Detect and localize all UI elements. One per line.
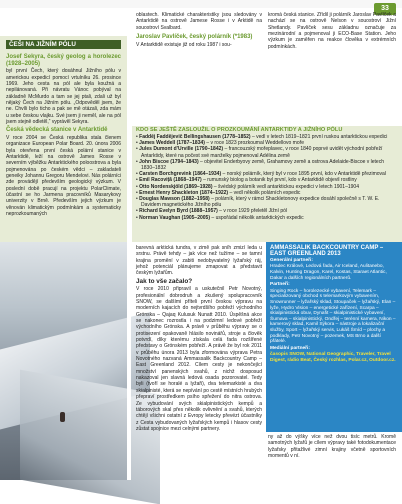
explorer-desc: – objevitel Enderbyovy země, Grahamovy země a ostrova Adelaide-Biscoe v letech 1830–1832	[141, 158, 384, 172]
bullet-icon: •	[136, 146, 140, 153]
bullet-icon: •	[136, 177, 140, 184]
middle-text-2: V Antarktidě existuje již od roku 1987 i sou-	[136, 41, 232, 48]
bottom-right-column	[268, 434, 396, 460]
explorer-desc: – polárník, který v rámci Shackletonovy expedice dosáhl společně s T. W. E. Davidem magnetického Jižního pólu	[141, 196, 380, 209]
explorer-desc: – vedl několik polárních expedic	[228, 189, 301, 196]
bottom-right-text: ny až do výšky více než dvou tisíc metrů. Kromě samotných lyžařů je cílem výpravy také fotodokumentace lyžařsky přitažlivé zimní krajiny včetně sportovních momentů v ní.	[268, 434, 396, 460]
bottom-subheading: Jak to vše začalo?	[136, 277, 193, 285]
page-number: 33	[374, 3, 396, 15]
explorer-item	[136, 215, 398, 221]
partners-label: Partneři:	[270, 282, 290, 288]
sidebar-text-sekyra: byl první Čech, který dosáhnul Jižního pólu v americkou expedicí pomocí vrtulníku 26. prosince 1969. Jeho cesta na pól ale byla koužná a nepilánovaná. Při návratu Vánoc pobýval na základně McMurdo a tam se jej ptali, zdali už byl nějaký Čech na Jižním pólu. „Odpověděl jsem, že ne. Chvíli bylo ticho a pak se mě otázali, zda mám u sebe českou vlajku. Své jsem ji neměl, ale na pól jsem stejně odletěl,“ vyprávěl Sekyra.	[6, 68, 121, 125]
explorer-desc: – francouzský mořeplavec, v roce 1840 poprvé uvidět východní pobřeží Antarktidy, které na počest své manželky pojmenoval Adélina země	[141, 146, 383, 159]
right-column	[268, 12, 396, 51]
photo-person	[60, 412, 65, 422]
explorer-desc: – v roce 1929 přeletěl Jižní pól	[217, 208, 288, 215]
bullet-icon: •	[136, 158, 140, 165]
photo-credit: foto: archiv	[2, 491, 12, 504]
explorer-desc: – norský polárník, který byl v roce 1895 první, kdo v Antarktidě přezimoval	[221, 171, 386, 178]
gutter	[127, 242, 131, 480]
bullet-icon: •	[136, 171, 140, 178]
sidebar-heading: ČEŠI NA JIŽNÍM PÓLU	[6, 40, 121, 49]
mountain-photo	[0, 242, 127, 504]
media-partners-text: časopis SNOW, National Geographic, Traveler, Travel Digest, rádio Beat, Český rozhlas, Polar.cz, Outdoor.cz.	[270, 352, 396, 363]
explorer-name: Fadděj Faddějevič Bellingshausen (1778–1852)	[139, 134, 251, 140]
bottom-text-2: V roce 2010 připravil a uskutečnil Petr Novotný, profesionální dobrodruh a zkušený spolupracovník SNOW, se dalšími příteli první českou výpravu na moderních kajacích do nejtvrdšího pobřeží východního Grónska – Qajaq Kulusuk Nunatt 2010. Úspěšná akce se nakonec rozrostla i na podzimní ledové pobřeží východního Grónska. A právě v průběhu výpravy se o protisezení opakovaně hlásilo novinářů, stroje a člověk potvrdí, díky kterému získala celá řada rozšířené představy o Grónském pobřeží. A právě že byl rok 2011 v průběhu února 2013 byla zformována výprava Petra Novotného nazvaná Ammassalik Backcountry Camp – East Greenland 2012. Cílem cesty je nekončející množství panenských svahů, z nichž dosposud nakazoval jen slavná ledová osada pozorovatel. Tedy byli (tvoří se horalé a lyžaři), dva telemarkisté a dva skialpinisté, která se nepívání po cestě místních hrubých přepraví prostředkem psího spřežení do nitra ostrova. Ze vybudování svých skialpinistických kempů a táborových skal přes několik ovlivnění a svahů, kterých chtějí všichni ostatní z Evropy letecky převézt účastníky z Cesta vybudovaných lyžařských kempů i hlasov cesty zůstat spojnice mezi celnými partnery.	[136, 286, 262, 432]
right-text: kromá česká stanice. Zřídil ji polárník Jaroslav Pavlíček a nachází se na ostrově Nelson v souostroví Jižní Shetlandy. Pavlíček sesu základnu označuje za mezinárodní a pojmenoval ji ECO-Base Station. Jeho výzkum je zaměřen na reakce člověka v extrémních podmínkách.	[268, 12, 396, 50]
bullet-icon: •	[136, 214, 140, 221]
bullet-icon: •	[136, 189, 140, 196]
sidebar-text-station: V roce 2004 se Česká republika stala členem organizace European Polar Board. 20. února 2006 byla otevřena první česká polární stanice v Antarktidě, leží na ostrově James Rosse v severním výběžku Antarktického poloostrova a byla pojmenována po českém vědci – zakladateli geneiky Johannu Gregoru Mendelovi. Nás polárníci zde provádějí především geologický výzkum. V poslední době pracují na projektu PolarClimate, účastní se ho Jarmena pracovníků Masarykovy univerzity v Brně. Především jejich výzkum je věnován klimatickým podmínkám a systematicky neprozkoumaných	[6, 134, 121, 217]
explorer-name: Emil Racoviță (1868–1947)	[139, 177, 202, 184]
explorers-box-title: KDO SE JEŠTĚ ZASLOUŽIL O PROZKOUMÁNÍ ANTARKTIDY A JIŽNÍHO PÓLU	[136, 127, 343, 133]
sidebar-subheading-sekyra: Josef Sekyra, český geolog a horolezec (1928–2005)	[6, 54, 121, 67]
explorer-name: Otto Nordenskjöld (1869–1928)	[139, 183, 213, 190]
explorer-desc: – vedl v letech 1819–1821 první ruskou antarktickou expedici	[250, 134, 388, 140]
middle-subheading-pavlicek: Jaroslav Pavlíček, český polárník (*1983)	[136, 34, 253, 41]
explorer-name: Carsten Borchgrevink (1864–1934)	[139, 171, 222, 178]
middle-text: oblastech. Klimatické charakteristiky jsou sledovány v Antarktidě na ostrově Jamese Rosse i v Arktidě na souostroví Svalbard.	[136, 12, 262, 31]
bullet-icon: •	[136, 140, 140, 147]
explorer-name: Jules Dumont d’Urville (1790–1842)	[139, 146, 224, 153]
middle-column	[136, 12, 262, 49]
bullet-icon: •	[136, 196, 140, 203]
explorer-item	[136, 159, 398, 171]
media-partners-label: Mediální partneři:	[270, 345, 310, 351]
explorer-name: John Biscoe (1794–1843)	[139, 158, 199, 165]
general-partners-text: Hradec Králové, Ledová řada, Air Iceland, Aulitanebo, Kalvin, Hunting Dragon, Karel, Kostas, Staraet Atlantic, Dakar a dalších regionálních partnerů.	[270, 264, 387, 281]
explorer-name: James Weddell (1787–1834)	[139, 140, 205, 147]
bullet-icon: •	[136, 134, 140, 140]
general-partners-label: Generální partneři:	[270, 257, 313, 263]
explorer-desc: – rumunský biolog a botanik byl první, kdo v Antarktidě objevil rostliny	[201, 177, 357, 184]
explorer-name: Ernest Henry Shackleton (1874–1922)	[139, 189, 229, 196]
explorer-desc: – v roce 1823 prozkoumal Weddellovo moře	[204, 140, 305, 147]
bullet-icon: •	[136, 208, 140, 215]
expedition-box-title: AMMASSALIK BACKCOUNTRY CAMP – EAST GREENLAND 2013	[270, 245, 384, 258]
explorer-name: Richard Evelyn Byrd (1888–1957)	[139, 208, 218, 215]
explorer-name: Norman Vaughan (1905–2005)	[139, 214, 211, 221]
explorer-name: Douglas Mawson (1882–1958)	[139, 196, 210, 203]
top-band	[0, 0, 402, 8]
bullet-icon: •	[136, 183, 140, 190]
sidebar-column	[6, 52, 121, 218]
explorer-item	[136, 196, 398, 208]
explorer-item	[136, 146, 398, 158]
explorers-list	[136, 134, 398, 221]
sidebar-subheading-station: Česká vědecká stanice v Antarktidě	[6, 127, 108, 134]
expedition-box-content	[270, 245, 398, 365]
bottom-text: barevná arktická tundra, v zimě pak sníh zmizí leda u srstnu. Právě tehdy – jak více než tužíme – se tamní krajina promění v zabiti nedobyvatelný lyžařský ráj, jehož potenciál plánujeme zmapovat a představit českým lyžařům.	[136, 245, 262, 277]
explorer-desc: – uspořádal několik antarktických expedic	[210, 214, 304, 221]
partners-text: Singing Rock – horolezecké vybavení, Telemark – specializovaný obchod s telemarkovým vybavením, Snowrunner – lyžařský sklad, Stoupaček – lyžařský, Elan – lyže, Hydro Vision – energetické zařízení, Scarpa – skialpinistická obuv, Dynafit – skialpinistické vybavení, Šumava – skialpinistický, Ondřej – terénní kamera, Nikon – kamerový sklad, Kamil Sýkora – nástroje a lokalizační služby, Sport – lyžařský servis, Lukáš Šmíd – plochy a podklady, Petr Novotný – pozemek, MS Brno a další přátelé.	[270, 288, 396, 345]
explorer-desc: – švédský polárník vedl antarktickou expedici v letech 1901–1904	[212, 183, 359, 190]
bottom-middle-column	[136, 245, 262, 433]
